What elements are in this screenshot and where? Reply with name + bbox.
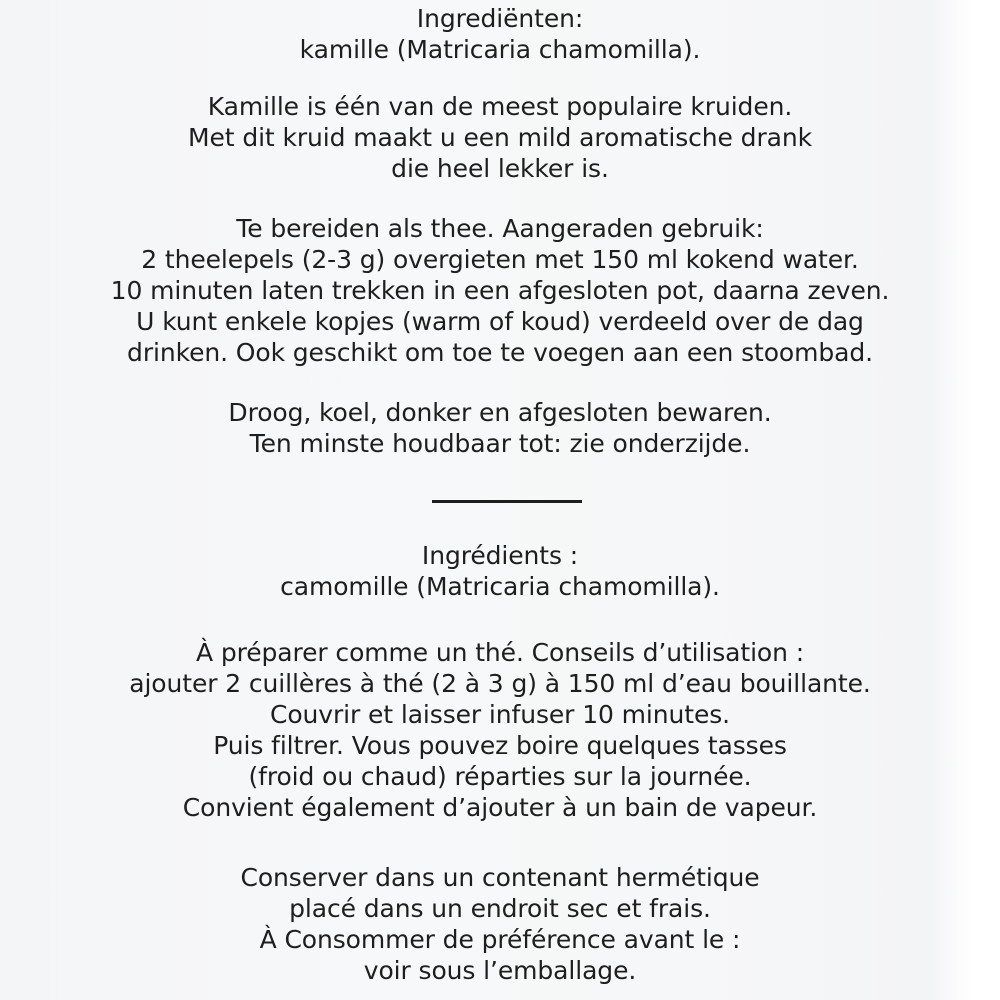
nl-storage-line: Ten minste houdbaar tot: zie onderzijde. [249,429,751,458]
nl-preparation-line: U kunt enkele kopjes (warm of koud) verdeeld over de dag [136,307,864,336]
fr-storage-line: voir sous l’emballage. [363,956,637,985]
nl-intro-line: Met dit kruid maakt u een mild aromatische drank [188,123,812,152]
fr-ingredients-block [0,540,1000,602]
nl-preparation-line: 10 minuten laten trekken in een afgesloten pot, daarna zeven. [110,276,890,305]
nl-ingredients-block [0,3,1000,65]
fr-preparation-line: (froid ou chaud) réparties sur la journée. [248,762,752,791]
fr-storage-line: À Consommer de préférence avant le : [259,925,741,954]
nl-preparation-line: drinken. Ook geschikt om toe te voegen aan een stoombad. [127,338,873,367]
fr-storage-line: Conserver dans un contenant hermétique [240,863,760,892]
fr-ingredients-text: camomille (Matricaria chamomilla). [280,572,720,601]
nl-intro-line: die heel lekker is. [391,154,609,183]
nl-storage-block [0,397,1000,459]
nl-ingredients-heading: Ingrediënten: [416,4,584,33]
fr-storage-block [0,862,1000,986]
nl-preparation-line: 2 theelepels (2-3 g) overgieten met 150 ml kokend water. [141,245,859,274]
nl-preparation-block [0,213,1000,368]
fr-storage-line: placé dans un endroit sec et frais. [289,894,711,923]
fr-ingredients-heading: Ingrédients : [421,541,579,570]
fr-preparation-line: Convient également d’ajouter à un bain de vapeur. [182,793,818,822]
fr-preparation-line: Couvrir et laisser infuser 10 minutes. [269,700,730,729]
nl-preparation-line: Te bereiden als thee. Aangeraden gebruik: [236,214,764,243]
nl-intro-line: Kamille is één van de meest populaire kruiden. [207,92,793,121]
nl-intro-block [0,91,1000,184]
nl-storage-line: Droog, koel, donker en afgesloten bewaren. [228,398,772,427]
section-divider [432,500,582,503]
nl-ingredients-text: kamille (Matricaria chamomilla). [299,35,701,64]
fr-preparation-block [0,637,1000,823]
fr-preparation-line: Puis filtrer. Vous pouvez boire quelques tasses [213,731,787,760]
fr-preparation-line: ajouter 2 cuillères à thé (2 à 3 g) à 150 ml d’eau bouillante. [129,669,871,698]
fr-preparation-line: À préparer comme un thé. Conseils d’utilisation : [195,638,805,667]
